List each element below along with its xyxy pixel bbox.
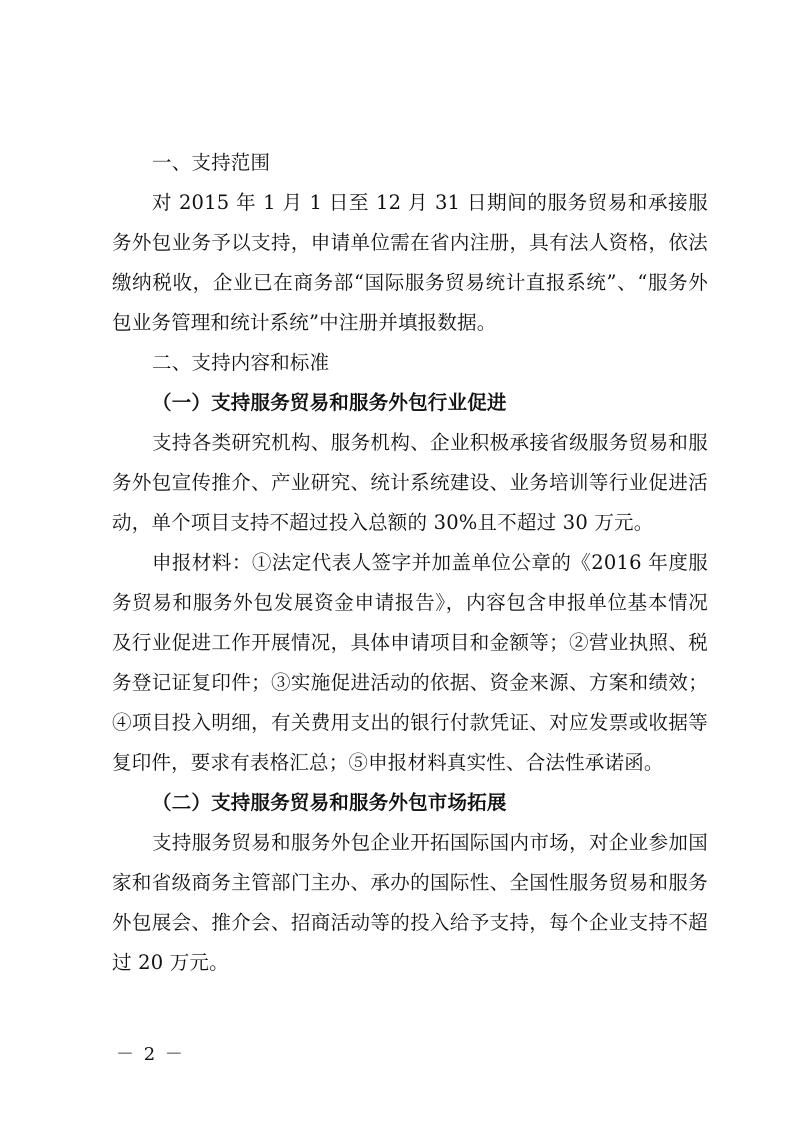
scope-paragraph: 对 2015 年 1 月 1 日至 12 月 31 日期间的服务贸易和承接服务外包业务予以支持，申请单位需在省内注册，具有法人资格，依法缴纳税收，企业已在商务部“国际服务贸易统计直报系统”、“服务外包业务管理和统计系统”中注册并填报数据。 — [112, 191, 708, 334]
application-materials-paragraph: 申报材料：①法定代表人签字并加盖单位公章的《2016 年度服务贸易和服务外包发展资金申请报告》，内容包含申报单位基本情况及行业促进工作开展情况，具体申请项目和金额等；②营业执照、税务登记证复印件；③实施促进活动的依据、资金来源、方案和绩效；④项目投入明细，有关费用支出的银行付款凭证、对应发票或收据等复印件，要求有表格汇总；⑤申报材料真实性、合法性承诺函。 — [112, 551, 708, 774]
industry-promotion-paragraph: 支持各类研究机构、服务机构、企业积极承接省级服务贸易和服务外包宣传推介、产业研究、统计系统建设、业务培训等行业促进活动，单个项目支持不超过投入总额的 30%且不超过 30 万元。 — [112, 431, 708, 534]
document-body — [112, 143, 708, 983]
market-expansion-paragraph: 支持服务贸易和服务外包企业开拓国际国内市场，对企业参加国家和省级商务主管部门主办、承办的国际性、全国性服务贸易和服务外包展会、推介会、招商活动等的投入给予支持，每个企业支持不超过 20 万元。 — [112, 831, 708, 974]
section-heading-scope: 一、支持范围 — [152, 151, 271, 174]
subsection-heading-market-expansion: （二）支持服务贸易和服务外包市场拓展 — [152, 791, 507, 814]
section-heading-content-standards: 二、支持内容和标准 — [152, 351, 330, 374]
page-number: － 2 － — [116, 1044, 185, 1065]
subsection-heading-industry-promotion: （一）支持服务贸易和服务外包行业促进 — [152, 391, 507, 414]
